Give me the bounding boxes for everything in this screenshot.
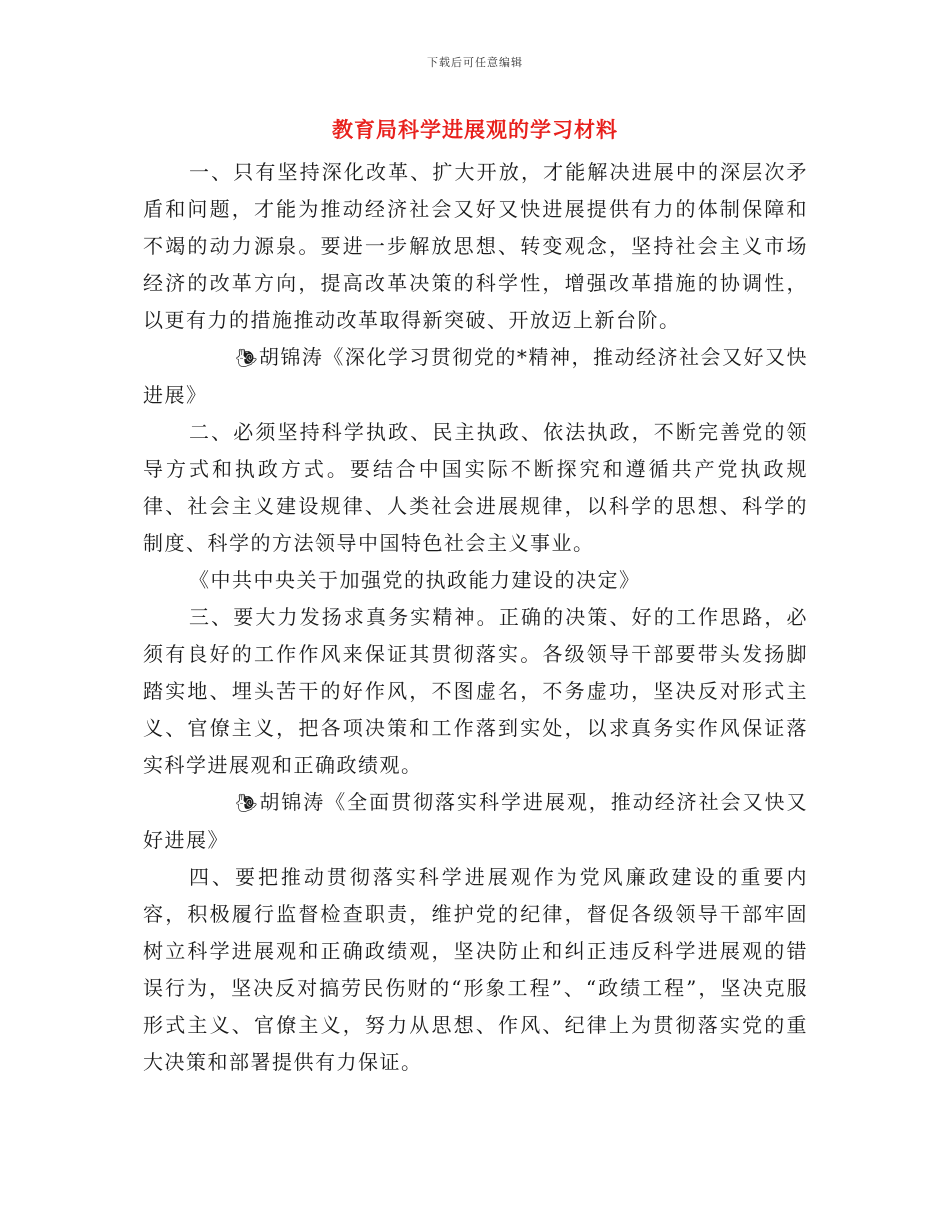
citation-1 — [143, 339, 808, 414]
dingbat-symbol-icon: 🐌︎ — [235, 348, 258, 369]
paragraph-text: 二、必须坚持科学执政、民主执政、依法执政，不断完善党的领导方式和执政方式。要结合中国实际不断探究和遵循共产党执政规律、社会主义建设规律、人类社会进展规律，以科学的思想、科学的制度、科学的方法领导中国特色社会主义事业。 — [143, 420, 808, 555]
citation-3 — [143, 784, 808, 859]
dingbat-symbol-icon: 🐌︎ — [235, 793, 258, 814]
paragraph-3 — [143, 599, 808, 784]
document-title: 教育局科学进展观的学习材料 — [332, 118, 618, 142]
page-header-note: 下载后可任意编辑 — [427, 56, 523, 69]
paragraph-2 — [143, 414, 808, 562]
paragraph-4 — [143, 859, 808, 1081]
citation-text: 《中共中央关于加强党的执政能力建设的决定》 — [189, 568, 641, 592]
citation-text: 胡锦涛《深化学习贯彻党的*精神，推动经济社会又好又快进展》 — [143, 345, 808, 407]
paragraph-text: 四、要把推动贯彻落实科学进展观作为党风廉政建设的重要内容，积极履行监督检查职责，维护党的纪律，督促各级领导干部牢固树立科学进展观和正确政绩观，坚决防止和纠正违反科学进展观的错误行为，坚决反对搞劳民伤财的“形象工程”、“政绩工程”，坚决克服形式主义、官僚主义，努力从思想、作风、纪律上为贯彻落实党的重大决策和部署提供有力保证。 — [143, 865, 808, 1074]
paragraph-text: 三、要大力发扬求真务实精神。正确的决策、好的工作思路，必须有良好的工作作风来保证其贯彻落实。各级领导干部要带头发扬脚踏实地、埋头苦干的好作风，不图虚名，不务虚功，坚决反对形式主义、官僚主义，把各项决策和工作落到实处，以求真务实作风保证落实科学进展观和正确政绩观。 — [143, 605, 808, 777]
citation-2 — [143, 562, 808, 599]
citation-text: 胡锦涛《全面贯彻落实科学进展观，推动经济社会又快又好进展》 — [143, 790, 808, 852]
paragraph-1 — [143, 154, 808, 339]
paragraph-text: 一、只有坚持深化改革、扩大开放，才能解决进展中的深层次矛盾和问题，才能为推动经济社会又好又快进展提供有力的体制保障和不竭的动力源泉。要进一步解放思想、转变观念，坚持社会主义市场经济的改革方向，提高改革决策的科学性，增强改革措施的协调性，以更有力的措施推动改革取得新突破、开放迈上新台阶。 — [143, 160, 808, 332]
document-body — [143, 154, 808, 1081]
